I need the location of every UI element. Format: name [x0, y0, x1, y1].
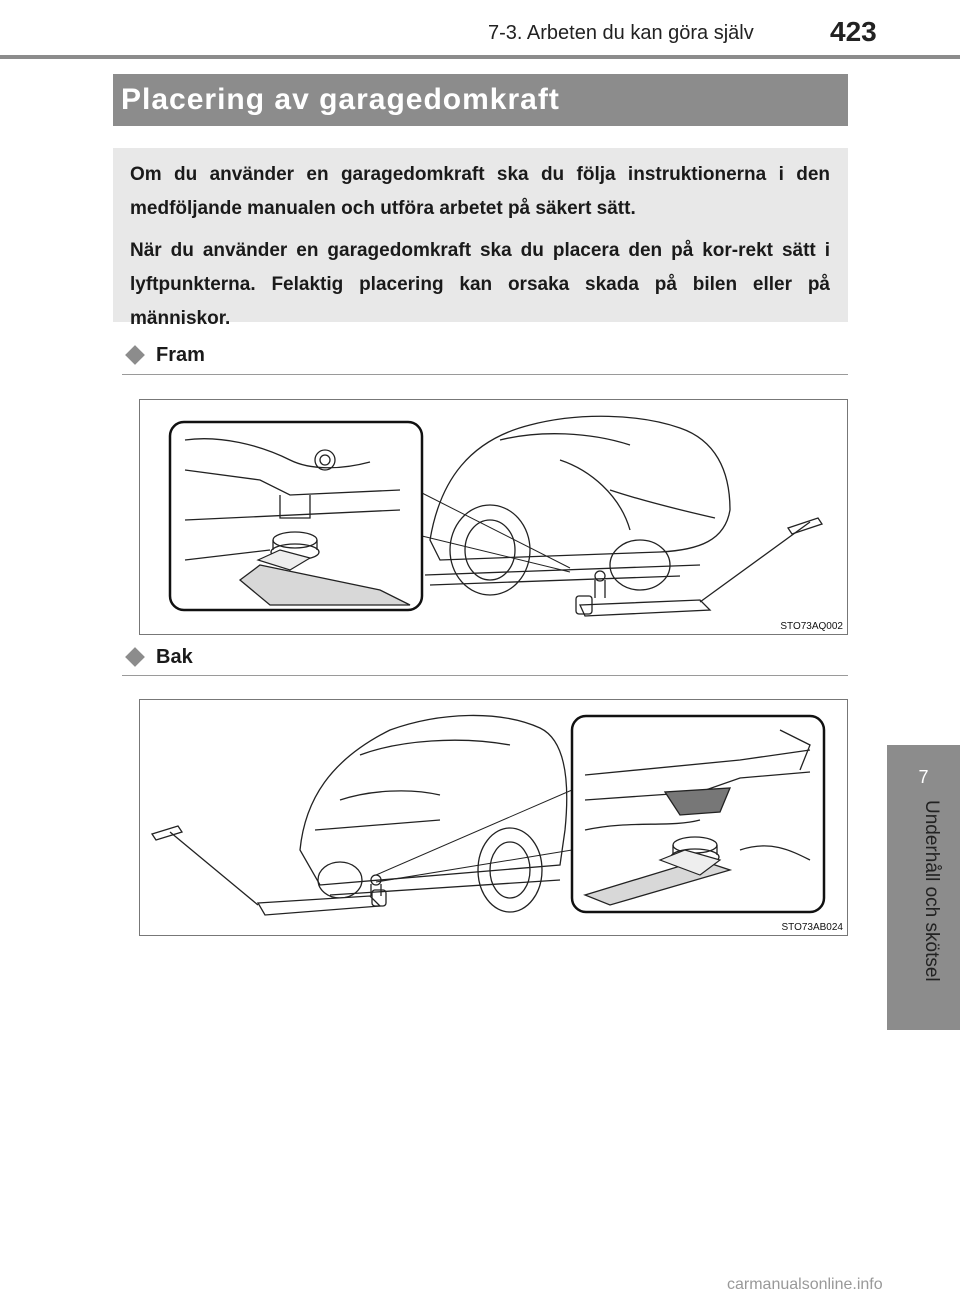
- section-heading-front: [128, 340, 205, 370]
- diamond-bullet-icon: [125, 647, 145, 667]
- rear-jack-illustration: [140, 700, 848, 936]
- chapter-number: 7: [918, 767, 929, 787]
- header-divider: [0, 55, 960, 59]
- header-section-title: 7-3. Arbeten du kan göra själv: [488, 22, 754, 44]
- intro-paragraph-1: Om du använder en garagedomkraft ska du följa instruktionerna i den medföljande manualen och utföra arbetet på säkert sätt.: [130, 164, 830, 219]
- figure-code-rear: STO73AB024: [781, 922, 843, 933]
- figure-front-jack-point: [139, 399, 848, 635]
- chapter-title: Underhåll och skötsel: [921, 800, 942, 982]
- section-divider: [122, 675, 848, 676]
- figure-rear-jack-point: [139, 699, 848, 936]
- section-heading-label: Fram: [156, 343, 205, 366]
- figure-code-front: STO73AQ002: [780, 621, 843, 632]
- section-heading-rear: [128, 642, 193, 672]
- section-heading-label: Bak: [156, 645, 193, 668]
- info-box: [113, 148, 848, 329]
- page-title: Placering av garagedomkraft: [113, 74, 848, 126]
- front-jack-illustration: [140, 400, 848, 635]
- page-number: 423: [830, 16, 877, 47]
- diamond-bullet-icon: [125, 345, 145, 365]
- intro-paragraph-2: När du använder en garagedomkraft ska du placera den på kor-rekt sätt i lyftpunkterna. Felaktig placering kan orsaka skada på bilen eller på människor.: [130, 240, 830, 329]
- section-divider: [122, 374, 848, 375]
- watermark: carmanualsonline.info: [727, 1276, 883, 1293]
